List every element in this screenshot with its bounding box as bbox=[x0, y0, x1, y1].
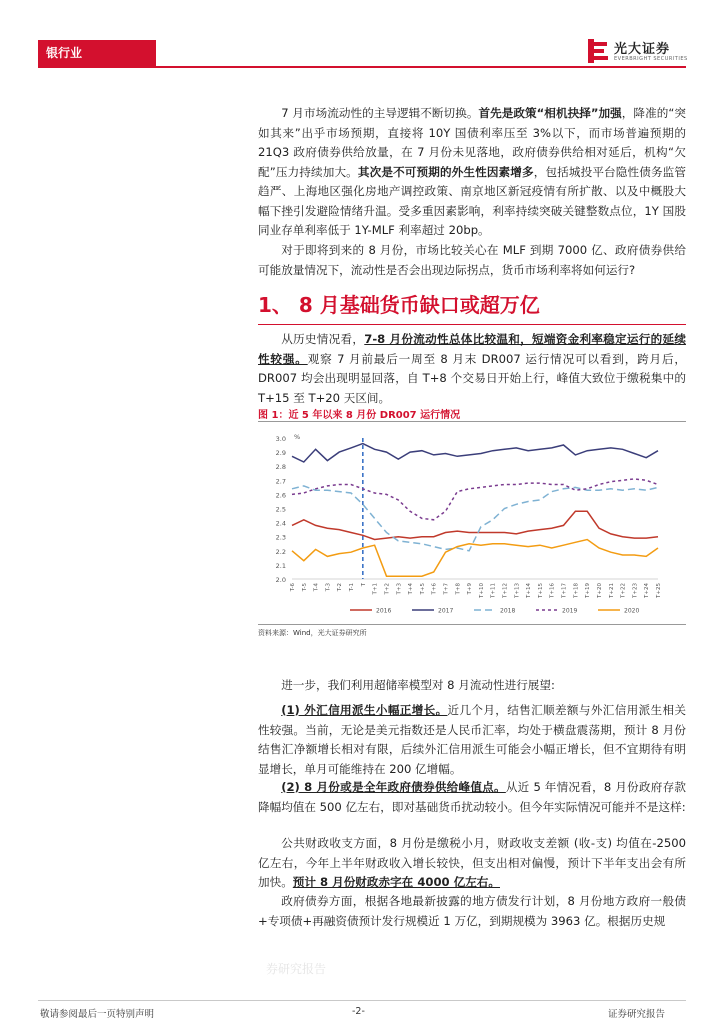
y-tick-label: 2.6 bbox=[275, 491, 286, 500]
p1-text-1: 7 月市场流动性的主导逻辑不断切换。 bbox=[281, 106, 479, 120]
x-tick-label: T+21 bbox=[608, 583, 615, 598]
p6-text-1: 从近 5 年情况看，8 月份政府存款降幅均值在 500 亿左右，即对基础货币扰动较小。但今年实际情况可能并不是这样: bbox=[258, 780, 686, 814]
paragraph-6 bbox=[258, 778, 686, 817]
x-tick-label: T+7 bbox=[443, 583, 450, 595]
footer-report-type: 证券研究报告 bbox=[608, 1009, 666, 1020]
y-tick-label: 2.8 bbox=[275, 463, 286, 472]
y-tick-label: 2.9 bbox=[275, 449, 286, 458]
figure-rule-top bbox=[258, 421, 686, 422]
p5-bold-1: (1) 外汇信用派生小幅正增长。 bbox=[281, 703, 448, 717]
p3-text-2: 观察 7 月前最后一周至 8 月末 DR007 运行情况可以看到，跨月后，DR007 均会出现明显回落，自 T+8 个交易日开始上行，峰值大致位于缴税集中的 T+15 至 T+20 天区间。 bbox=[258, 351, 686, 405]
series-line-2018 bbox=[292, 486, 658, 551]
footer-rule bbox=[38, 1000, 686, 1001]
series-line-2019 bbox=[292, 479, 658, 520]
p1-text-2: ，降准的“突如其来”出乎市场预期，直接将 10Y 国债利率压至 3%以下，而市场普遍预期的 21Q3 政府债券供给放量，在 7 月份未见落地，政府债券供给相对延后，机构“欠配”压力持续加大。 bbox=[258, 106, 686, 179]
y-tick-label: 2.4 bbox=[275, 519, 286, 528]
figure-rule-bottom bbox=[258, 624, 686, 625]
legend-label: 2016 bbox=[376, 607, 392, 615]
page-number: -2- bbox=[352, 1006, 365, 1017]
brand-name: 光大证券 bbox=[614, 42, 671, 57]
x-tick-label: T+1 bbox=[372, 583, 379, 595]
x-tick-label: T bbox=[360, 583, 367, 587]
x-tick-label: T+2 bbox=[384, 583, 391, 595]
p1-bold-1: 首先是政策“相机抉择”加强 bbox=[478, 106, 622, 120]
p7-text-1: 公共财政收支方面，8 月份是缴税小月，财政收支差额 (收-支) 均值在-2500 亿左右，今年上半年财政收入增长较快，但支出相对偏慢，预计下半年支出会有所加快。 bbox=[258, 836, 686, 889]
x-tick-label: T-3 bbox=[325, 583, 332, 592]
y-tick-label: 2.0 bbox=[275, 576, 286, 584]
paragraph-2: 对于即将到来的 8 月份，市场比较关心在 MLF 到期 7000 亿、政府债券供给可能放量情况下，流动性是否会出现边际拐点，货币市场利率将如何运行? bbox=[258, 243, 686, 277]
legend-label: 2017 bbox=[438, 607, 454, 615]
x-tick-label: T-2 bbox=[337, 583, 344, 592]
x-tick-label: T+9 bbox=[467, 583, 474, 595]
series-line-2020 bbox=[292, 540, 658, 577]
x-tick-label: T+25 bbox=[656, 583, 662, 598]
p1-text-3: ，包括城投平台隐性债务监管趋严、上海地区强化房地产调控政策、南京地区新冠疫情有所扩散、以及中概股大幅下挫引发避险情绪升温。受多重因素影响，利率持续突破关键整数点位，1Y 国股同业存单利率低于 1Y-MLF 利率超过 20bp。 bbox=[258, 164, 686, 237]
x-tick-label: T+20 bbox=[596, 583, 603, 598]
brand-logo-icon bbox=[586, 38, 610, 64]
y-tick-label: 3.0 bbox=[275, 435, 286, 443]
x-tick-label: T+10 bbox=[478, 583, 485, 598]
p5-text-1: 近几个月，结售汇顺差额与外汇信用派生相关性较强。当前，无论是美元指数还是人民币汇率，均处于横盘震荡期，预计 8 月份结售汇净额增长相对有限，后续外汇信用派生可能会小幅正增长，但不宜期待有明显增长，单月可能维持在 200 亿增幅。 bbox=[258, 703, 686, 776]
y-tick-label: 2.3 bbox=[275, 533, 286, 542]
x-tick-label: T-1 bbox=[349, 583, 356, 592]
paragraph-4: 进一步，我们利用超储率模型对 8 月流动性进行展望: bbox=[281, 678, 555, 692]
watermark: 券研究报告 bbox=[266, 962, 327, 976]
header-rule bbox=[38, 66, 686, 68]
x-tick-label: T+6 bbox=[431, 583, 438, 595]
paragraph-5 bbox=[258, 701, 686, 779]
x-tick-label: T-4 bbox=[313, 583, 320, 592]
dr007-line-chart bbox=[258, 424, 686, 622]
y-tick-label: 2.7 bbox=[275, 477, 286, 486]
x-tick-label: T+23 bbox=[632, 583, 639, 598]
y-axis-unit: % bbox=[294, 433, 301, 441]
p3-underline-1: 7-8 月份流动性总体比较温和，短端资金利率稳定运行的延续性较强。 bbox=[258, 332, 686, 366]
x-tick-label: T-6 bbox=[290, 583, 296, 592]
x-tick-label: T+13 bbox=[514, 583, 521, 598]
section-title: 1、 8 月基础货币缺口或超万亿 bbox=[258, 293, 540, 317]
figure-source: 资料来源：Wind，光大证券研究所 bbox=[258, 629, 367, 637]
series-line-2017 bbox=[292, 444, 658, 462]
x-tick-label: T+8 bbox=[455, 583, 462, 595]
y-tick-label: 2.5 bbox=[275, 505, 286, 514]
x-tick-label: T+14 bbox=[526, 583, 533, 598]
x-tick-label: T+11 bbox=[490, 583, 497, 598]
y-tick-label: 2.1 bbox=[275, 561, 286, 570]
paragraph-1 bbox=[258, 104, 686, 241]
p3-text-1: 从历史情况看， bbox=[281, 332, 365, 346]
figure-title: 图 1：近 5 年以来 8 月份 DR007 运行情况 bbox=[258, 410, 461, 421]
legend-label: 2018 bbox=[500, 607, 516, 615]
series-line-2016 bbox=[292, 511, 658, 539]
x-tick-label: T+18 bbox=[573, 583, 580, 598]
paragraph-8: 政府债券方面，根据各地最新披露的地方债发行计划，8 月份地方政府一般债+专项债+再融资债预计发行规模近 1 万亿，到期规模为 3963 亿。根据历史规 bbox=[258, 894, 686, 928]
x-tick-label: T-5 bbox=[301, 583, 308, 592]
footer-disclaimer: 敬请参阅最后一页特别声明 bbox=[40, 1009, 155, 1020]
p1-bold-2: 其次是不可预期的外生性因素增多 bbox=[357, 164, 534, 179]
x-tick-label: T+12 bbox=[502, 583, 509, 598]
legend-label: 2019 bbox=[562, 607, 578, 615]
x-tick-label: T+16 bbox=[549, 583, 556, 598]
paragraph-3 bbox=[258, 330, 686, 408]
x-tick-label: T+3 bbox=[396, 583, 403, 595]
section-tag-label: 银行业 bbox=[46, 46, 83, 60]
x-tick-label: T+19 bbox=[585, 583, 592, 598]
brand-logo bbox=[586, 36, 696, 66]
x-tick-label: T+22 bbox=[620, 583, 627, 598]
x-tick-label: T+17 bbox=[561, 583, 568, 598]
brand-name-en: EVERBRIGHT SECURITIES bbox=[614, 56, 688, 62]
p7-underline-1: 预计 8 月份财政赤字在 4000 亿左右。 bbox=[292, 875, 500, 889]
y-tick-label: 2.2 bbox=[275, 547, 286, 556]
legend-label: 2020 bbox=[624, 607, 640, 615]
section-tag bbox=[38, 40, 156, 66]
x-tick-label: T+24 bbox=[644, 583, 651, 598]
paragraph-7 bbox=[258, 834, 686, 893]
x-tick-label: T+4 bbox=[408, 583, 415, 595]
x-tick-label: T+15 bbox=[537, 583, 544, 598]
section-rule bbox=[258, 324, 686, 325]
x-tick-label: T+5 bbox=[419, 583, 426, 595]
p6-bold-1: (2) 8 月份或是全年政府债券供给峰值点。 bbox=[281, 780, 506, 794]
